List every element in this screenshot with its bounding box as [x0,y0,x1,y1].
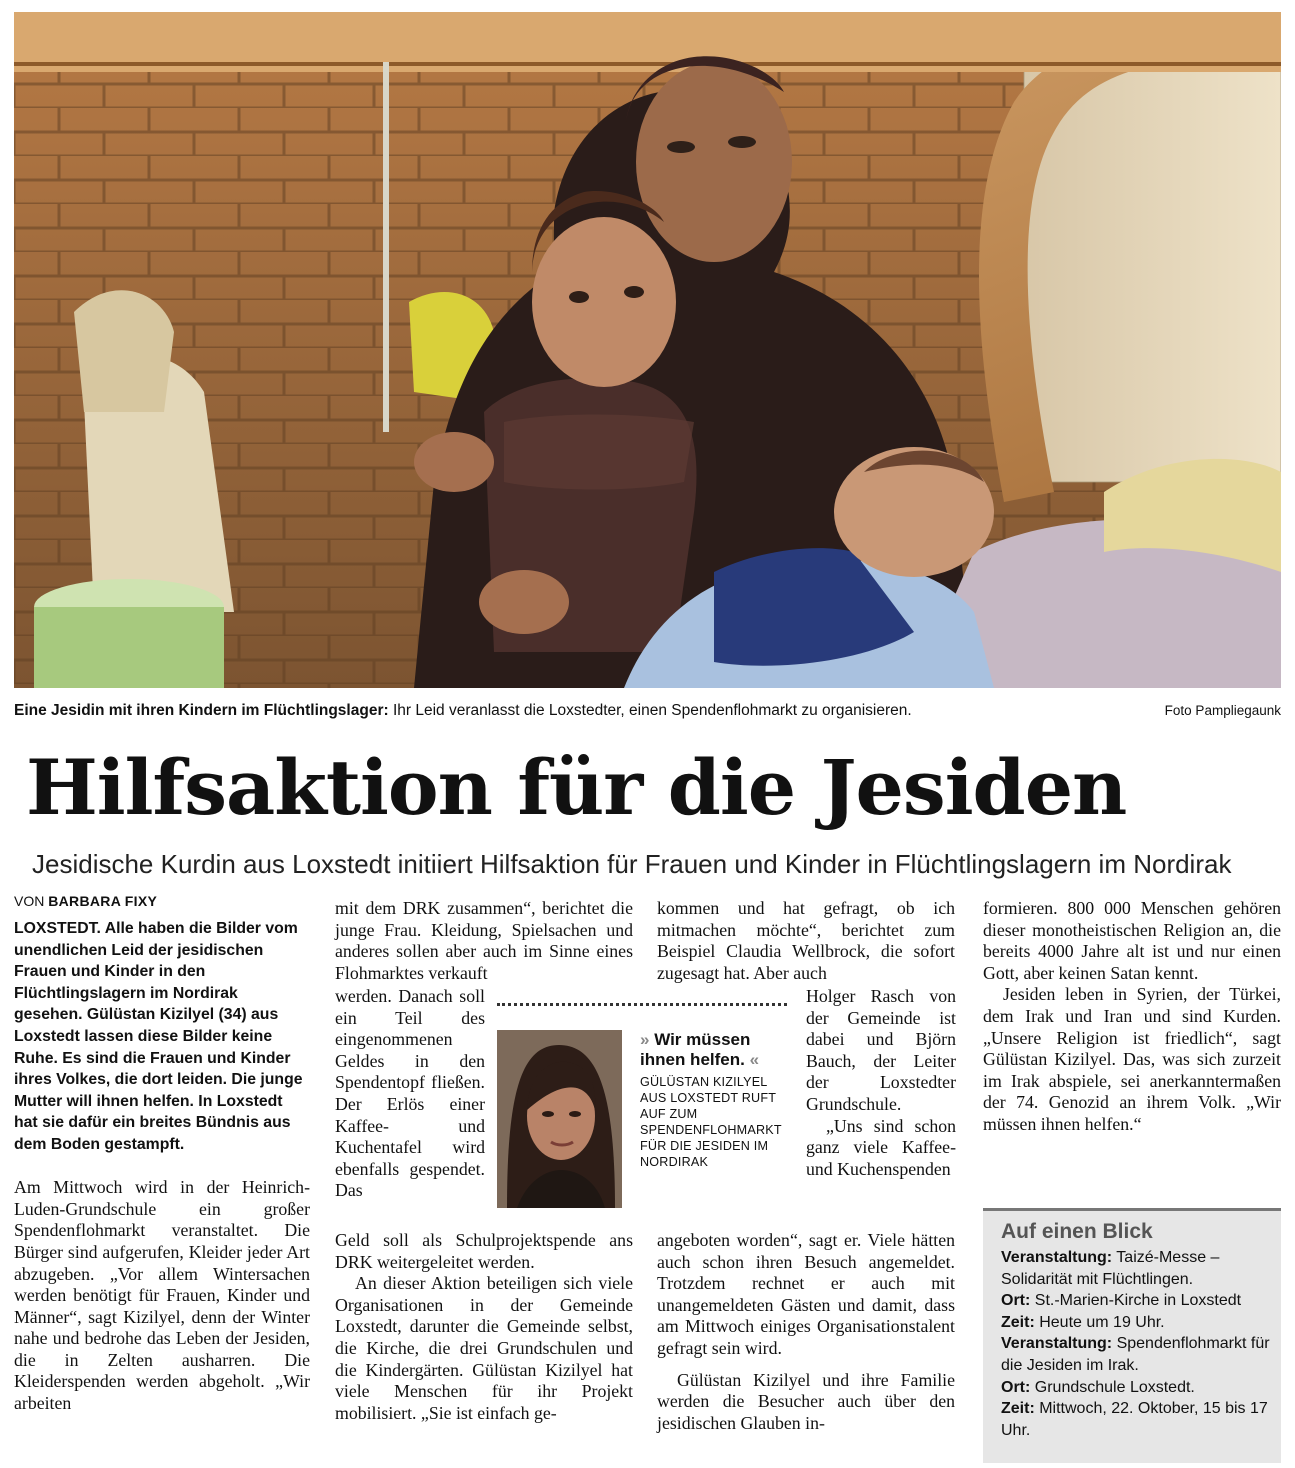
info-label: Veranstaltung: [1001,1335,1113,1353]
info-box-title: Auf einen Blick [1001,1220,1153,1243]
body-paragraph: kommen und hat gefragt, ob ich mitmachen möchte“, berichtet zum Beispiel Claudia Wellbrock, die sofort zugesagt hat. Aber auch [657,898,955,983]
quote-divider [497,1003,787,1006]
byline-author: BARBARA FIXY [48,893,158,909]
photo-caption [14,696,1281,726]
column-3-bottom [657,1230,955,1434]
quote-text [640,1030,790,1070]
info-item [1001,1290,1281,1312]
column-2-bottom [335,1230,633,1424]
body-paragraph: Holger Rasch von der Gemeinde ist dabei und Björn Bauch, der Leiter der Loxstedter Grundschule. [806,986,956,1114]
info-label: Veranstaltung: [1001,1249,1113,1266]
info-item [1001,1333,1281,1376]
info-label: Zeit: [1001,1400,1035,1418]
column-2-top [335,898,633,984]
info-item [1001,1377,1281,1399]
caption-text: Ihr Leid veranlasst die Loxstedter, einen Spendenflohmarkt zu organisieren. [388,702,912,719]
column-2-narrow [335,986,485,1202]
info-item [1001,1398,1281,1441]
photo-credit: Foto Pampliegaunk [1164,703,1281,718]
info-value: Mittwoch, 22. Oktober, 15 bis 17 Uhr. [1001,1400,1268,1439]
byline [14,891,157,911]
info-item [1001,1312,1281,1334]
column-3-narrow [806,986,956,1180]
info-value: Spendenflohmarkt für die Jesiden im Irak. [1001,1335,1270,1374]
body-paragraph: formieren. 800 000 Menschen gehören dieser monotheistischen Religion an, die bereits 4000 Jahre alt ist und nur einen Gott, aber keinen Satan kennt. [983,898,1281,983]
body-paragraph: Gülüstan Kizilyel und ihre Familie werden die Besucher auch über den jesidischen Glauben in- [657,1369,955,1433]
portrait-photo [497,1030,622,1208]
lead-paragraph: LOXSTEDT. Alle haben die Bilder vom unendlichen Leid der jesidischen Frauen und Kinder in den Flüchtlingslagern im Nordirak gesehen. Gülüstan Kizilyel (34) aus Loxstedt lassen diese Bilder keine Ruhe. Es sind die Frauen und Kinder ihres Volkes, die dort leiden. Die junge Mutter will ihnen helfen. In Loxstedt hat sie dafür ein breites Bündnis aus dem Boden gestampft. [14,920,303,1153]
quote-open-mark: » [640,1030,655,1049]
info-value: Taizé-Messe – Solidarität mit Flüchtlingen. [1001,1249,1220,1288]
portrait-icon [497,1030,622,1208]
info-value: St.-Marien-Kirche in Loxstedt [1030,1292,1242,1310]
body-paragraph: Geld soll als Schulprojektspende ans DRK weitergeleitet werden. [335,1230,633,1272]
article-photo [14,12,1281,688]
pull-quote [640,1030,790,1170]
body-paragraph: Am Mittwoch wird in der Heinrich-Luden-Grundschule ein großer Spendenflohmarkt veranstaltet. Die Bürger sind aufgerufen, Kleider jeder Art abzugeben. „Vor allem Wintersachen werden benötigt für Frauen, Kinder und Männer“, sagt Kizilyel, denn der Winter nahe und bedrohe das Leben der Jesiden, die in Zelten ausharren. Die Kleiderspenden werden abgeholt. „Wir arbeiten [14,1177,310,1414]
quote-attribution: GÜLÜSTAN KIZILYEL AUS LOXSTEDT RUFT AUF ZUM SPENDENFLOHMARKT FÜR DIE JESIDEN IM NORDIRAK [640,1075,782,1169]
info-box [983,1208,1281,1463]
info-value: Heute um 19 Uhr. [1034,1313,1165,1331]
byline-prefix: VON [14,893,49,909]
info-label: Ort: [1001,1378,1031,1396]
column-4 [983,898,1281,1136]
quote-close-mark: « [744,1050,760,1069]
info-value: Grundschule Loxstedt. [1030,1378,1195,1396]
body-paragraph: Jesiden leben in Syrien, der Türkei, dem Irak und Iran und sind Kurden. „Unsere Religion ist friedlich“, sagt Gülüstan Kizilyel. Das, was sich zurzeit im Irak abspiele, sei anerkanntermaßen der 74. Genozid an ihrem Volk. „Wir müssen ihnen helfen.“ [983,984,1281,1134]
body-paragraph: angeboten worden“, sagt er. Viele hätten auch schon ihren Besuch angemeldet. Trotzdem rechnet er auch mit unangemeldeten Gästen und damit, dass am Mittwoch einiges Organisationstalent gefragt sein wird. [657,1230,955,1358]
caption-bold: Eine Jesidin mit ihren Kindern im Flüchtlingslager: [14,702,389,719]
quote-body: Wir müssen ihnen helfen. [640,1030,751,1069]
subheadline: Jesidische Kurdin aus Loxstedt initiiert Hilfsaktion für Frauen und Kinder in Flüchtlingslagern im Nordirak [32,849,1232,879]
headline: Hilfsaktion für die Jesiden [26,743,1127,832]
body-paragraph: An dieser Aktion beteiligen sich viele Organisationen in der Gemeinde Loxstedt, darunter die Gemeinde selbst, die Kirche, die drei Grundschulen und die Kindergärten. Gülüstan Kizilyel hat viele Menschen für ihr Projekt mobilisiert. „Sie ist einfach ge- [335,1273,633,1423]
info-label: Ort: [1001,1292,1031,1310]
photo-refugee-camp [14,12,1281,688]
info-label: Zeit: [1001,1313,1035,1331]
info-item [1001,1247,1281,1290]
column-3-top [657,898,955,984]
body-paragraph: mit dem DRK zusammen“, berichtet die junge Frau. Kleidung, Spielsachen und anderes sollen aber auch im Sinne eines Flohmarktes verkauft [335,898,633,983]
body-paragraph: werden. Danach soll ein Teil des eingenommenen Geldes in den Spendentopf fließen. Der Erlös einer Kaffee- und Kuchentafel wird ebenfalls gespendet. Das [335,986,485,1201]
column-1 [14,918,310,1415]
body-paragraph: „Uns sind schon ganz viele Kaffee- und Kuchenspenden [806,1115,956,1179]
